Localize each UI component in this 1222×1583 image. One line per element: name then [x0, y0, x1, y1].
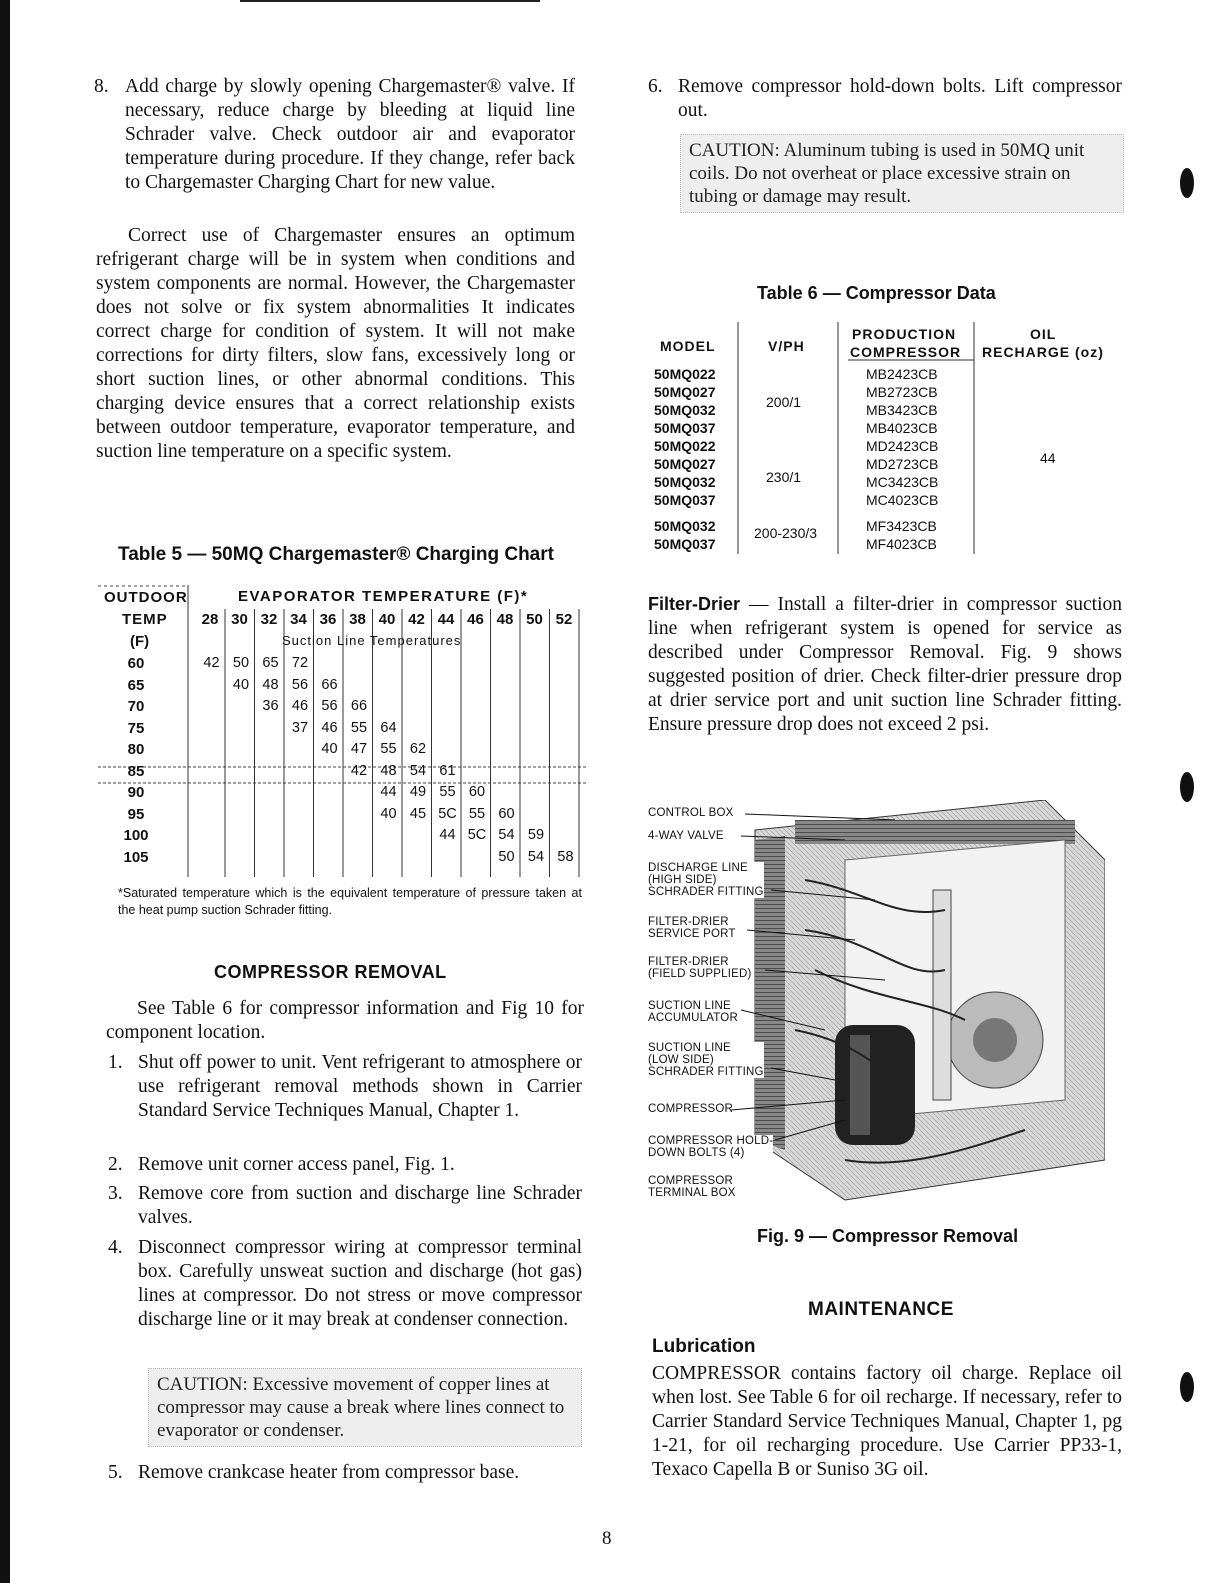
label-suction-line — [648, 1042, 764, 1078]
compressor-removal-figure — [645, 800, 1105, 1210]
header-temp: TEMP — [122, 611, 168, 628]
charging-chart-table — [98, 585, 588, 885]
step-number: 3. — [108, 1183, 123, 1204]
outdoor-temp-cell: 95 — [127, 805, 145, 823]
evap-temp-header: 28 — [201, 611, 219, 628]
model-cell: 50MQ037 — [654, 420, 716, 436]
outdoor-temp-cell: 90 — [127, 784, 145, 801]
label-filter-drier-port — [648, 916, 736, 940]
vph-230-1: 230/1 — [766, 469, 802, 485]
compressor-data-table — [652, 318, 1122, 558]
header-outdoor: OUTDOOR — [104, 589, 188, 606]
filter-drier-text: — Install a filter-drier in compressor suction line when refrigerant system is opened for service as described under Compressor Removal. Fig. 9 shows suggested position of drier. Check filter-drier pressure drop at drier service port and unit suction line Schrader fitting. Ensure pressure drop does not exceed 2 psi. — [648, 594, 1122, 735]
outdoor-temp-cell: 60 — [127, 655, 145, 672]
label-control-box: CONTROL BOX — [648, 807, 734, 819]
suction-temp-cell: 44 — [439, 827, 456, 843]
header-oil: OIL — [1030, 326, 1057, 342]
label-filter-drier — [648, 956, 752, 980]
label-line: COMPRESSOR HOLD- — [648, 1135, 774, 1147]
oil-recharge-value: 44 — [1040, 450, 1056, 466]
label-hold-down-bolts — [648, 1135, 773, 1159]
suction-temp-cell: 62 — [409, 741, 427, 757]
evap-temp-header: 40 — [378, 611, 396, 628]
model-cell: 50MQ032 — [654, 474, 716, 490]
suction-temp-cell: 61 — [439, 762, 456, 779]
label-line: (LOW SIDE) — [648, 1054, 714, 1066]
label-line: DISCHARGE LINE — [648, 862, 748, 874]
suction-temp-cell: 46 — [291, 698, 309, 714]
suction-temp-cell: 55 — [468, 805, 486, 822]
compressor-cell: MB3423CB — [866, 402, 938, 418]
label-line: SCHRADER FITTING — [648, 886, 764, 898]
suction-temp-cell: 42 — [203, 655, 220, 671]
suction-temp-cell: 5C — [467, 827, 487, 843]
outdoor-temp-cell: 70 — [127, 698, 145, 715]
evap-temp-header: 48 — [496, 611, 514, 628]
header-recharge: RECHARGE (oz) — [982, 344, 1104, 360]
label-line: (HIGH SIDE) — [648, 874, 717, 886]
outdoor-temp-cell: 65 — [127, 676, 145, 694]
suction-temp-cell: 40 — [232, 676, 250, 693]
registration-mark — [1180, 772, 1194, 802]
suction-temp-cell: 66 — [321, 676, 338, 693]
outdoor-temp-cell: 80 — [127, 741, 145, 758]
evap-temp-header: 34 — [290, 611, 307, 628]
evap-temp-header: 52 — [555, 611, 573, 628]
figure-9-caption: Fig. 9 — Compressor Removal — [757, 1226, 1019, 1246]
filter-drier-paragraph — [648, 592, 1122, 737]
suction-temp-cell: 54 — [409, 762, 427, 779]
label-line: ACCUMULATOR — [648, 1012, 738, 1024]
suction-temp-cell: 66 — [350, 698, 368, 714]
header-suction: Suction Line Temperatures — [282, 633, 462, 648]
label-discharge-line — [648, 862, 764, 898]
compressor-cell: MC3423CB — [866, 474, 939, 490]
outdoor-temp-cell: 100 — [123, 827, 149, 844]
evap-temp-header: 44 — [437, 611, 455, 628]
suction-temp-cell: 55 — [350, 719, 368, 736]
suction-temp-cell: 40 — [321, 741, 338, 757]
suction-temp-cell: 36 — [262, 698, 279, 714]
suction-temp-cell: 56 — [291, 676, 309, 693]
suction-temp-cell: 54 — [527, 848, 545, 865]
suction-temp-cell: 65 — [262, 655, 279, 671]
outdoor-temp-cell: 75 — [127, 719, 145, 737]
suction-temp-cell: 49 — [409, 784, 427, 800]
suction-temp-cell: 37 — [291, 719, 309, 736]
registration-mark — [1180, 168, 1194, 198]
label-line: FILTER-DRIER — [648, 916, 729, 928]
label-compressor: COMPRESSOR — [648, 1103, 734, 1115]
suction-temp-cell: 40 — [380, 805, 397, 822]
compressor-cell: MC4023CB — [866, 492, 939, 508]
suction-temp-cell: 56 — [321, 698, 338, 714]
model-cell: 50MQ022 — [654, 366, 716, 382]
suction-temp-cell: 47 — [350, 741, 368, 757]
compressor-cell: MB4023CB — [866, 420, 938, 436]
vph-200-230-3: 200-230/3 — [754, 525, 818, 541]
compressor-cell: MF4023CB — [866, 536, 937, 552]
chargemaster-paragraph: Correct use of Chargemaster ensures an optimum refrigerant charge will be in system when conditions and system components are normal. However, the Chargemaster does not solve or fix system abnormalities It indicates correct charge for condition of system. It will not make corrections for dirty filters, slow fans, excessively long or short suction lines, or other abnormal conditions. This charging device ensures that a correct relationship exists between outdoor temperature, evaporator temperature, and suction line temperature on a specific system. — [96, 225, 575, 462]
suction-temp-cell: 54 — [498, 827, 515, 843]
step-number: 6. — [648, 76, 663, 97]
binding-edge — [0, 0, 10, 1583]
model-cell: 50MQ037 — [654, 536, 716, 552]
label-line: SUCTION LINE — [648, 1000, 731, 1012]
step-5-text: Remove crankcase heater from compressor base. — [138, 1462, 520, 1483]
suction-temp-cell: 55 — [380, 741, 397, 757]
removal-intro: See Table 6 for compressor information and Fig 10 for component location. — [106, 998, 584, 1043]
label-terminal-box — [648, 1175, 736, 1199]
header-compressor: COMPRESSOR — [850, 344, 962, 360]
label-line: DOWN BOLTS (4) — [648, 1147, 745, 1159]
suction-temp-cell: 5C — [438, 805, 457, 822]
label-line: FILTER-DRIER — [648, 956, 729, 968]
lubrication-heading: Lubrication — [652, 1336, 756, 1357]
label-line: SUCTION LINE — [648, 1042, 731, 1054]
suction-temp-cell: 50 — [232, 655, 250, 671]
suction-temp-cell: 44 — [380, 784, 397, 800]
suction-temp-cell: 48 — [380, 762, 397, 779]
step-number: 5. — [108, 1462, 123, 1483]
evap-temp-header: 38 — [349, 611, 366, 628]
label-4-way-valve: 4-WAY VALVE — [648, 830, 724, 842]
label-line: SCHRADER FITTING — [648, 1066, 764, 1078]
step-2-text: Remove unit corner access panel, Fig. 1. — [138, 1154, 455, 1175]
vph-200-1: 200/1 — [766, 394, 802, 410]
header-f: (F) — [130, 633, 150, 650]
top-rule — [240, 0, 540, 2]
outdoor-temp-cell: 105 — [123, 848, 149, 866]
suction-temp-cell: 55 — [439, 784, 456, 800]
suction-temp-cell: 50 — [498, 848, 515, 865]
filter-drier-heading: Filter-Drier — [648, 594, 741, 614]
caution-aluminum: CAUTION: Aluminum tubing is used in 50MQ unit coils. Do not overheat or place excessive strain on tubing or damage may result. — [680, 134, 1124, 213]
evap-temp-header: 50 — [526, 611, 543, 628]
label-line: SERVICE PORT — [648, 928, 736, 940]
compressor-cell: MF3423CB — [866, 518, 937, 534]
suction-temp-cell: 58 — [557, 848, 574, 865]
registration-mark — [1180, 1372, 1194, 1402]
step-number: 4. — [108, 1237, 123, 1258]
model-cell: 50MQ022 — [654, 438, 716, 454]
table-5-title: Table 5 — 50MQ Chargemaster® Charging Chart — [118, 544, 554, 565]
page-number: 8 — [602, 1528, 612, 1549]
compressor-cell: MB2723CB — [866, 384, 938, 400]
label-line: TERMINAL BOX — [648, 1187, 736, 1199]
outdoor-temp-cell: 85 — [127, 762, 145, 780]
evap-temp-header: 46 — [467, 611, 484, 628]
evap-temp-header: 36 — [319, 611, 337, 628]
suction-temp-cell: 72 — [291, 655, 309, 671]
compressor-cell: MD2723CB — [866, 456, 939, 472]
suction-temp-cell: 64 — [380, 719, 397, 736]
step-1-text: Shut off power to unit. Vent refrigerant to atmosphere or use refrigerant removal methods shown in Carrier Standard Service Techniques Manual, Chapter 1. — [138, 1052, 582, 1121]
table-6-title: Table 6 — Compressor Data — [757, 283, 996, 303]
step-6-text: Remove compressor hold-down bolts. Lift compressor out. — [678, 76, 1122, 121]
label-accumulator — [648, 1000, 738, 1024]
model-cell: 50MQ032 — [654, 518, 716, 534]
step-number: 8. — [94, 76, 109, 97]
evap-temp-header: 42 — [408, 611, 425, 628]
maintenance-heading: MAINTENANCE — [808, 1299, 954, 1320]
caution-copper-lines: CAUTION: Excessive movement of copper lines at compressor may cause a break where lines connect to evaporator or condenser. — [148, 1368, 582, 1447]
lubrication-text: COMPRESSOR contains factory oil charge. Replace oil when lost. See Table 6 for oil recharge. If necessary, refer to Carrier Standard Service Techniques Manual, Chapter 1, pg 1-21, for oil recharging procedure. Use Carrier PP33-1, Texaco Capella B or Suniso 3G oil. — [652, 1363, 1122, 1480]
header-evaporator: EVAPORATOR TEMPERATURE (F)* — [238, 588, 529, 605]
compressor-cell: MD2423CB — [866, 438, 939, 454]
model-cell: 50MQ027 — [654, 456, 716, 472]
suction-temp-cell: 46 — [321, 719, 338, 736]
evap-temp-header: 32 — [260, 611, 278, 628]
model-cell: 50MQ032 — [654, 402, 716, 418]
step-number: 2. — [108, 1154, 123, 1175]
compressor-cell: MB2423CB — [866, 366, 938, 382]
suction-temp-cell: 42 — [350, 762, 368, 779]
label-line: (FIELD SUPPLIED) — [648, 968, 752, 980]
table-5-footnote: *Saturated temperature which is the equivalent temperature of pressure taken at the heat pump suction Schrader fitting. — [118, 886, 582, 917]
suction-temp-cell: 48 — [262, 676, 279, 693]
step-number: 1. — [108, 1052, 123, 1073]
header-vph: V/PH — [768, 338, 805, 354]
model-cell: 50MQ037 — [654, 492, 716, 508]
step-4-text: Disconnect compressor wiring at compressor terminal box. Carefully unsweat suction and discharge (hot gas) lines at compressor. Do not stress or move compressor discharge line or it may break at condenser connection. — [138, 1237, 582, 1330]
suction-temp-cell: 45 — [409, 805, 427, 822]
step-8-text: Add charge by slowly opening Chargemaster® valve. If necessary, reduce charge by bleeding at liquid line Schrader valve. Check outdoor air and evaporator temperature during procedure. If they change, refer back to Chargemaster Charging Chart for new value. — [125, 76, 575, 193]
header-model: MODEL — [660, 338, 716, 354]
model-cell: 50MQ027 — [654, 384, 716, 400]
suction-temp-cell: 60 — [498, 805, 515, 822]
suction-temp-cell: 60 — [468, 784, 486, 800]
step-3-text: Remove core from suction and discharge line Schrader valves. — [138, 1183, 582, 1228]
evap-temp-header: 30 — [231, 611, 248, 628]
suction-temp-cell: 59 — [527, 827, 545, 843]
compressor-removal-heading: COMPRESSOR REMOVAL — [214, 962, 447, 982]
header-production: PRODUCTION — [852, 326, 957, 342]
label-line: COMPRESSOR — [648, 1175, 734, 1187]
